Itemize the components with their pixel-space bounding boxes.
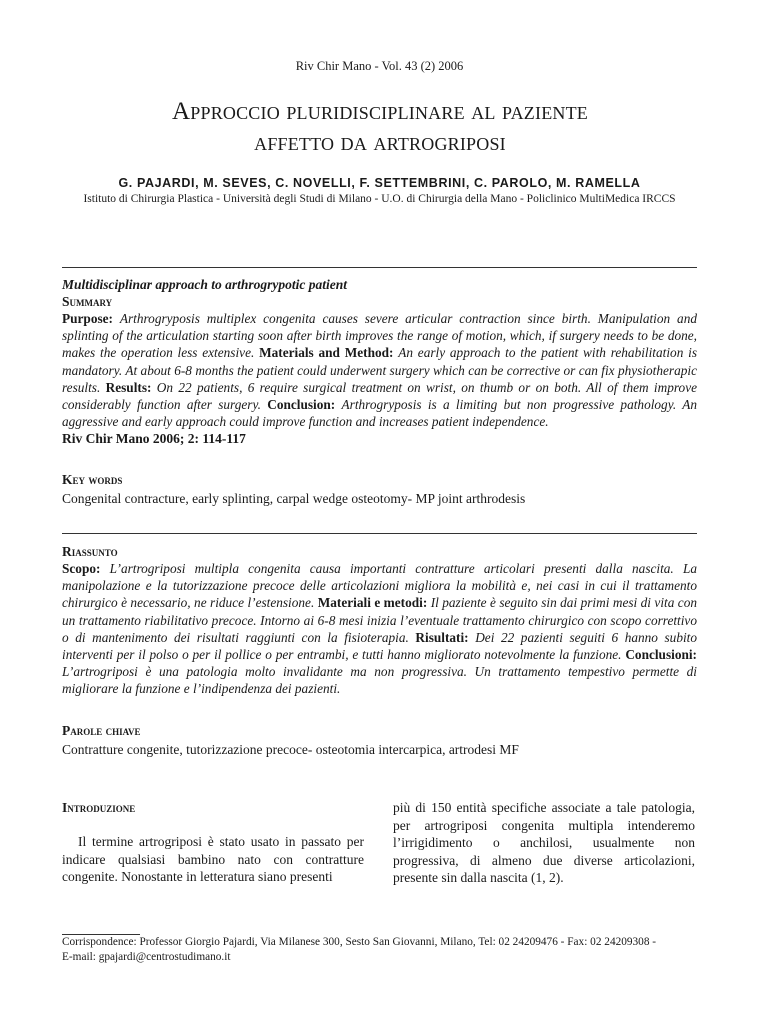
english-title: Multidisciplinar approach to arthrogrypotic patient — [62, 277, 348, 292]
results-text: On 22 patients, 6 require surgical treatment on wrist, on thumb or on both. All of them improve considerably function after surgery. — [62, 379, 697, 413]
results-label: Results: — [105, 379, 152, 395]
divider — [62, 533, 697, 534]
correspondence-footnote — [62, 935, 702, 964]
citation: Riv Chir Mano 2006; 2: 114-117 — [62, 431, 246, 447]
risultati-text: Dei 22 pazienti seguiti 6 hanno subito interventi per il polso o per il pollice o per entrambi, e tutti hanno migliorato notevolmente la funzione. — [62, 629, 698, 663]
summary-heading: Summary — [62, 294, 113, 309]
conclusion-text: Arthrogryposis is a limiting but non progressive pathology. An aggressive and early approach could improve function and increases patient independence. — [62, 397, 698, 430]
riassunto-text — [62, 560, 697, 698]
author-list: G. PAJARDI, M. SEVES, C. NOVELLI, F. SETTEMBRINI, C. PAROLO, M. RAMELLA — [118, 176, 641, 190]
risultati-label: Risultati: — [415, 629, 469, 645]
purpose-text: Arthrogryposis multiplex congenita causes severe articular contraction since birth. Manipulation and splinting of the articulation starting soon after birth improves the range of motion, which, if surgery needs to be done, makes the operation less extensive. — [62, 311, 697, 361]
italian-abstract — [62, 543, 697, 698]
article-title — [40, 96, 720, 158]
metodi-text: Il paziente è seguito sin dai primi mesi di vita con un trattamento riabilitativo precoce. Intorno ai 6-8 mesi inizia l’eventuale trattamento chirurgico con scopo correttivo o di mantenimento dei risultati raggiunti con la fisioterapia. — [62, 595, 698, 645]
summary-text — [62, 310, 697, 430]
intro-heading: Introduzione — [62, 800, 136, 815]
intro-left-column: Il termine artrogriposi è stato usato in passato per indicare qualsiasi bambino nato con contratture congenite. Nonostante in letteratura siano presenti — [62, 834, 364, 884]
title-line-2: affetto da artrogriposi — [254, 129, 506, 156]
riassunto-heading: Riassunto — [62, 544, 118, 559]
divider — [62, 267, 697, 268]
scopo-text: L’artrogriposi multipla congenita causa importanti contratture articolari presenti dalla nascita. La manipolazione e la tutorizzazione precoce delle articolazioni migliora la mobilità e, nei casi in cui il trattamento chirurgico è necessario, ne riduce l’estensione. — [62, 561, 697, 611]
affiliation: Istituto di Chirurgia Plastica - Università degli Studi di Milano - U.O. di Chirurgia della Mano - Policlinico MultiMedica IRCCS — [83, 193, 676, 205]
english-abstract — [62, 276, 697, 447]
methods-label: Materials and Method: — [259, 345, 394, 361]
keywords-heading: Key words — [62, 472, 123, 487]
footnote-line-2: E-mail: gpajardi@centrostudimano.it — [62, 950, 231, 963]
conclusion-label: Conclusion: — [267, 397, 336, 413]
scopo-label: Scopo: — [62, 561, 101, 576]
keywords-block — [62, 471, 697, 507]
keywords-text: Congenital contracture, early splinting, carpal wedge osteotomy- MP joint arthrodesis — [62, 491, 526, 506]
methods-text: An early approach to the patient with rehabilitation is mandatory. At about 6-8 months the patient could underwent surgery which can be corrective or can fix physiotherapic results. — [62, 345, 697, 395]
parole-heading: Parole chiave — [62, 723, 141, 738]
conclusioni-text: L’artrogriposi è una patologia molto invalidante ma non progressiva. Un trattamento tempestivo permette di migliorare la funzione e l’indipendenza dei pazienti. — [62, 664, 697, 697]
conclusioni-label: Conclusioni: — [625, 647, 697, 663]
parole-block — [62, 722, 697, 758]
metodi-label: Materiali e metodi: — [317, 595, 428, 611]
intro-right-column: più di 150 entità specifiche associate a tale patologia, per artrogriposi congenita multipla intenderemo l’irrigidimento o anchilosi, usualmente non progressiva, di almeno due diverse articolazioni, presente sin dalla nascita (1, 2). — [393, 800, 695, 885]
title-line-1: Approccio pluridisciplinare al paziente — [172, 98, 588, 125]
purpose-label: Purpose: — [62, 311, 113, 326]
parole-text: Contratture congenite, tutorizzazione precoce- osteotomia intercarpica, artrodesi MF — [62, 742, 519, 757]
footnote-line-1: Corrispondence: Professor Giorgio Pajardi, Via Milanese 300, Sesto San Giovanni, Milano, Tel: 02 24209476 - Fax: 02 24209308 - — [62, 936, 657, 948]
journal-header: Riv Chir Mano - Vol. 43 (2) 2006 — [295, 59, 464, 73]
